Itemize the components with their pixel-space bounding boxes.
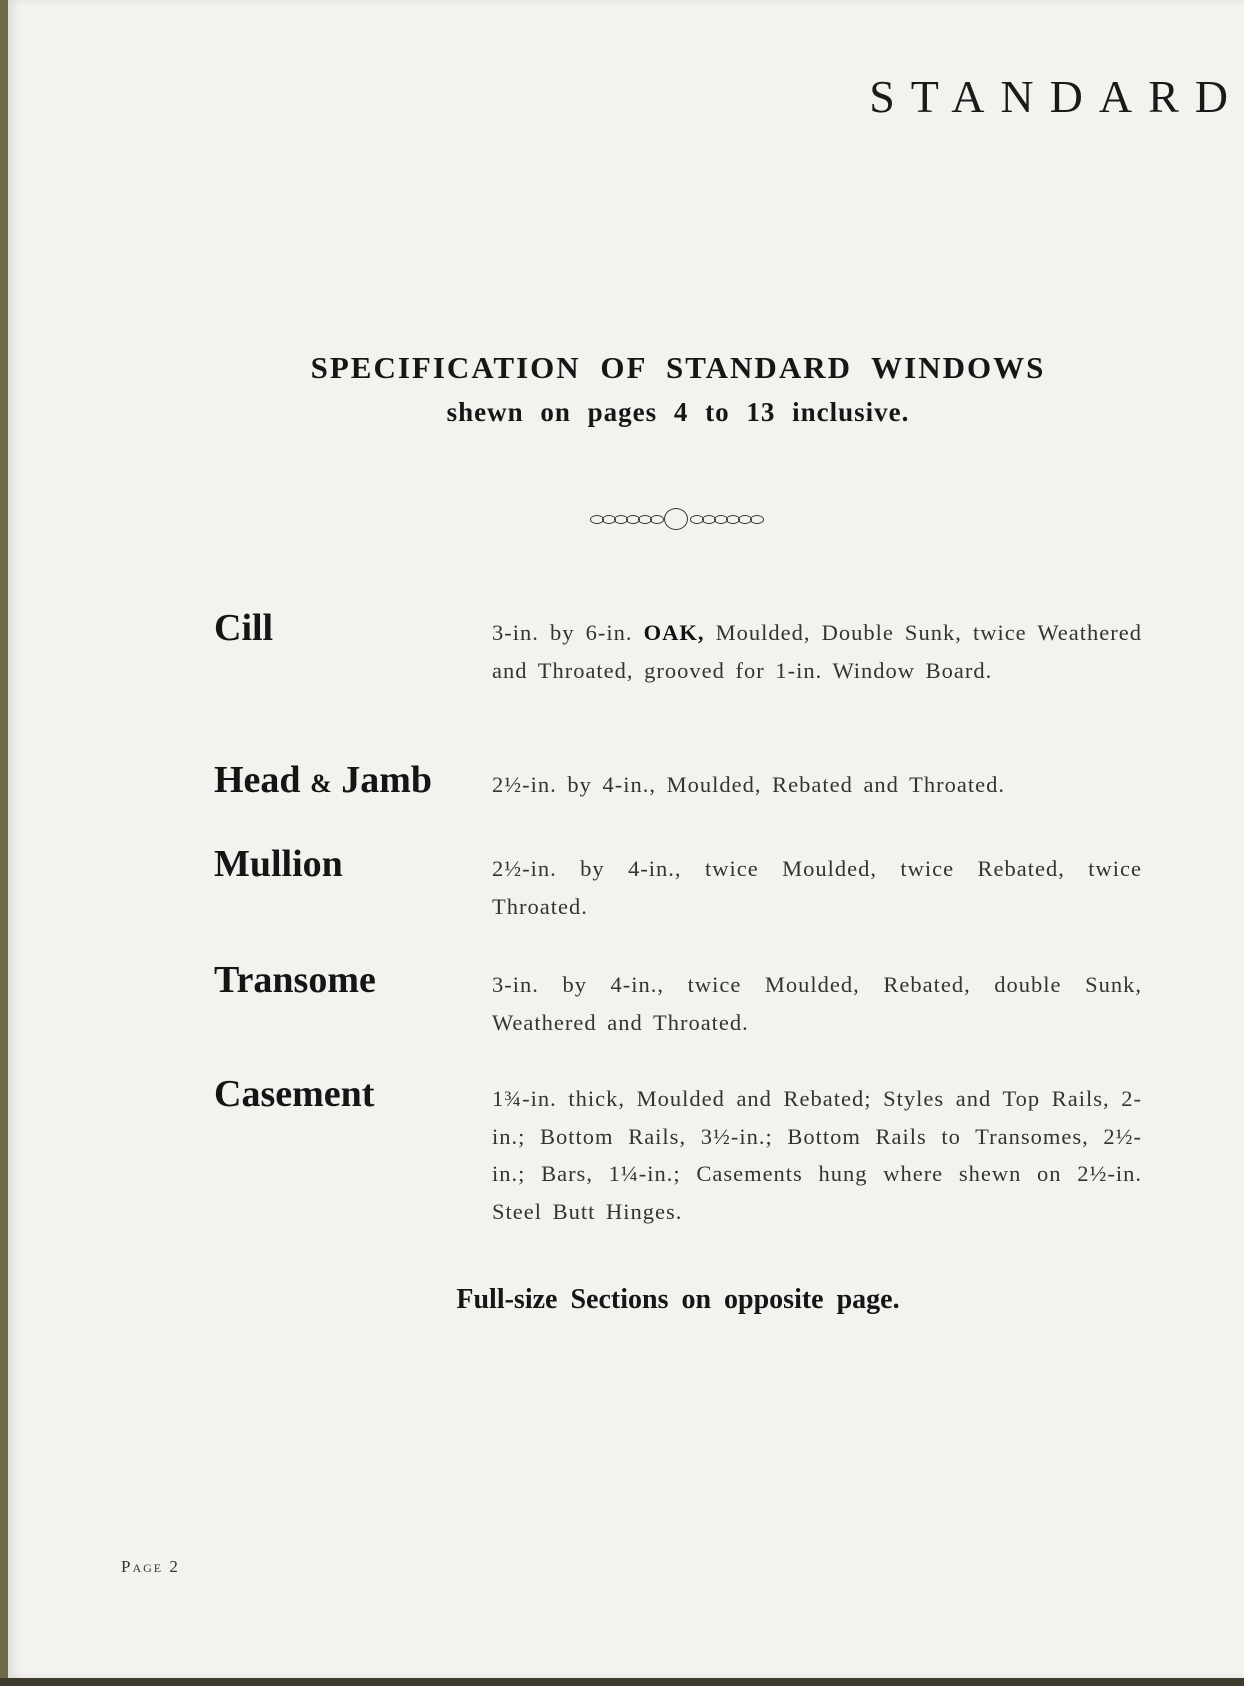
page-title: SPECIFICATION OF STANDARD WINDOWS — [310, 350, 1046, 385]
spec-text-head-jamb: 2½-in. by 4-in., Moulded, Rebated and Throated. — [492, 772, 1005, 797]
spec-text-cill — [492, 614, 1142, 689]
spec-label-head: Head — [214, 759, 301, 801]
running-head: STANDARD — [869, 71, 1244, 122]
spec-label-casement: Casement — [214, 1073, 375, 1115]
spec-label-head-jamb — [214, 758, 432, 802]
spec-label-jamb: Jamb — [341, 759, 433, 801]
spec-text-cill-part2: Moulded, Double Sunk, twice Weathered and Throated, grooved for 1-in. Window Board. — [492, 620, 1142, 683]
spec-label-mullion: Mullion — [214, 843, 343, 885]
spec-label-transome: Transome — [214, 959, 376, 1001]
document-page — [8, 0, 1244, 1678]
page-bottom-edge — [0, 1678, 1244, 1686]
page-subtitle: shewn on pages 4 to 13 inclusive. — [446, 397, 910, 427]
spec-text-mullion: 2½-in. by 4-in., twice Moulded, twice Rebated, twice Throated. — [492, 856, 1142, 919]
spec-text-cill-part1: 3-in. by 6-in. — [492, 620, 644, 645]
page-number: Page 2 — [121, 1557, 180, 1576]
footer-note: Full-size Sections on opposite page. — [456, 1284, 900, 1315]
spec-text-cill-oak: OAK, — [643, 620, 705, 645]
spec-text-casement: 1¾-in. thick, Moulded and Rebated; Styles and Top Rails, 2-in.; Bottom Rails, 3½-in.; Bottom Rails to Transomes, 2½-in.; Bars, 1¼-in.; Casements hung where shewn on 2½-in. Steel Butt Hinges. — [492, 1086, 1142, 1224]
spec-text-transome: 3-in. by 4-in., twice Moulded, Rebated, double Sunk, Weathered and Throated. — [492, 972, 1142, 1035]
spec-label-amp: & — [310, 769, 332, 798]
spec-label-cill: Cill — [214, 607, 274, 649]
decorative-divider-icon — [590, 508, 762, 530]
